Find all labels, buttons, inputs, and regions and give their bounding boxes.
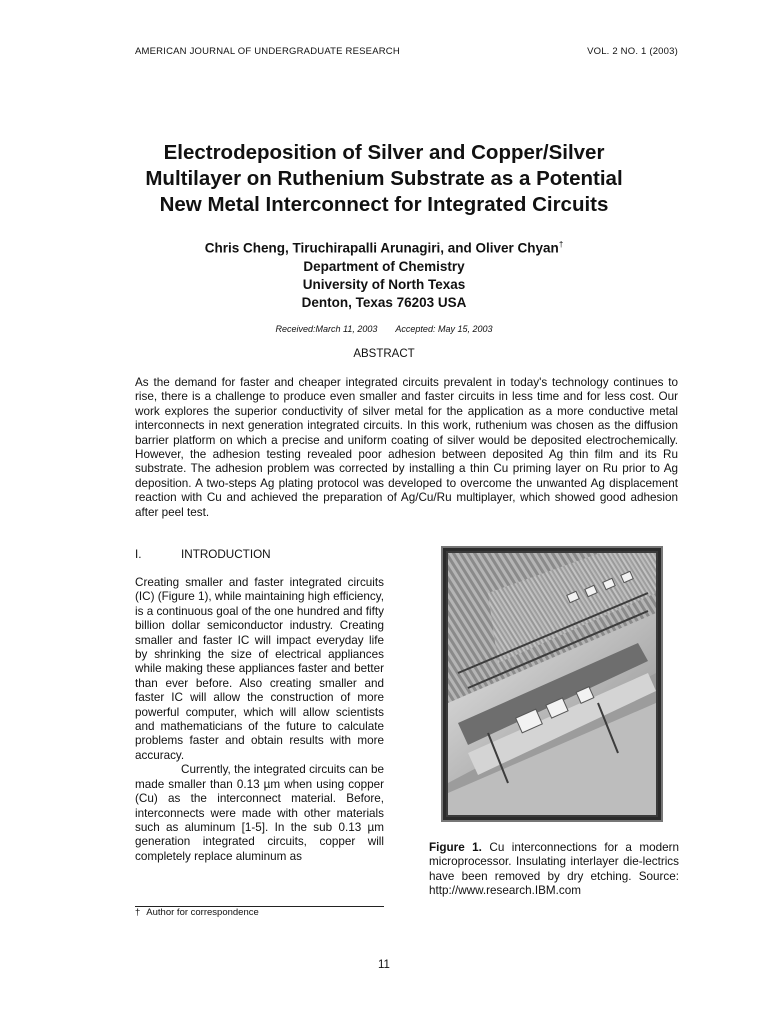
- figure-caption: [429, 841, 679, 899]
- volume-header: VOL. 2 NO. 1 (2003): [587, 46, 678, 57]
- section-number: I.: [135, 548, 142, 561]
- abstract-heading: ABSTRACT: [353, 348, 415, 360]
- figure-image-frame: [441, 546, 663, 822]
- paper-title: [100, 140, 668, 218]
- title-line-3: New Metal Interconnect for Integrated Circuits: [159, 193, 609, 216]
- author-names: Chris Cheng, Tiruchirapalli Arunagiri, and Oliver Chyan: [204, 240, 559, 256]
- date-line: [100, 324, 668, 334]
- accepted-date: Accepted: May 15, 2003: [395, 324, 493, 334]
- journal-header: AMERICAN JOURNAL OF UNDERGRADUATE RESEARCH: [135, 46, 400, 57]
- department: Department of Chemistry: [303, 258, 465, 274]
- microprocessor-interconnect-image: [448, 553, 656, 815]
- city: Denton, Texas 76203 USA: [301, 294, 467, 310]
- introduction-body: [135, 576, 384, 864]
- figure-caption-text: Cu interconnections for a modern microprocessor. Insulating interlayer die-lectrics have been removed by dry etching. Source: http://www.research.IBM.com: [429, 841, 679, 898]
- author-block: [100, 236, 668, 312]
- correspondence-dagger: †: [558, 240, 564, 249]
- section-title: INTRODUCTION: [181, 548, 271, 561]
- section-heading: [135, 548, 271, 561]
- university: University of North Texas: [302, 276, 466, 292]
- intro-paragraph-1: Creating smaller and faster integrated circuits (IC) (Figure 1), while maintaining high efficiency, is a continuous goal of the one hundred and fifty billion dollar semiconductor industry. Creating smaller and faster IC will impact everyday life by shrinking the size of electrical appliances while making these appliances faster and better than ever before. Also creating smaller and faster IC will allow the construction of more powerful computer, which will allow scientists and mathematicians of the future to calculate problems faster and obtain results with more accuracy.: [135, 576, 385, 762]
- abstract-text: As the demand for faster and cheaper integrated circuits prevalent in today's technology continues to rise, there is a challenge to produce even smaller and faster circuits in less time and for less cost. Our work explores the superior conductivity of silver metal for the application as a more conductive metal interconnects in next generation integrated circuits. In this work, ruthenium was chosen as the diffusion barrier platform on which a precise and uniform coating of silver would be deposited electrochemically. However, the adhesion testing revealed poor adhesion between deposited Ag thin film and its Ru substrate. The adhesion problem was corrected by installing a thin Cu priming layer on Ru prior to Ag deposition. A two-steps Ag plating protocol was developed to overcome the unwanted Ag displacement reaction with Cu and achieved the preparation of Ag/Cu/Ru multiplayer, which showed good adhesion after peel test.: [135, 376, 678, 519]
- received-date: Received:March 11, 2003: [275, 324, 378, 334]
- title-line-1: Electrodeposition of Silver and Copper/Silver: [163, 141, 605, 164]
- footnote-text: Author for correspondence: [146, 907, 259, 918]
- figure-label: Figure 1.: [429, 841, 482, 854]
- page-number: 11: [378, 959, 390, 971]
- footnote-dagger: †: [135, 907, 141, 918]
- title-line-2: Multilayer on Ruthenium Substrate as a Potential: [145, 167, 623, 190]
- footnote: [135, 907, 259, 918]
- intro-paragraph-2: Currently, the integrated circuits can be made smaller than 0.13 µm when using copper (Cu) as the interconnect material. Before, interconnects were made with other materials such as aluminum [1-5]. In the sub 0.13 µm generation integrated circuits, copper will completely replace aluminum as: [135, 763, 384, 863]
